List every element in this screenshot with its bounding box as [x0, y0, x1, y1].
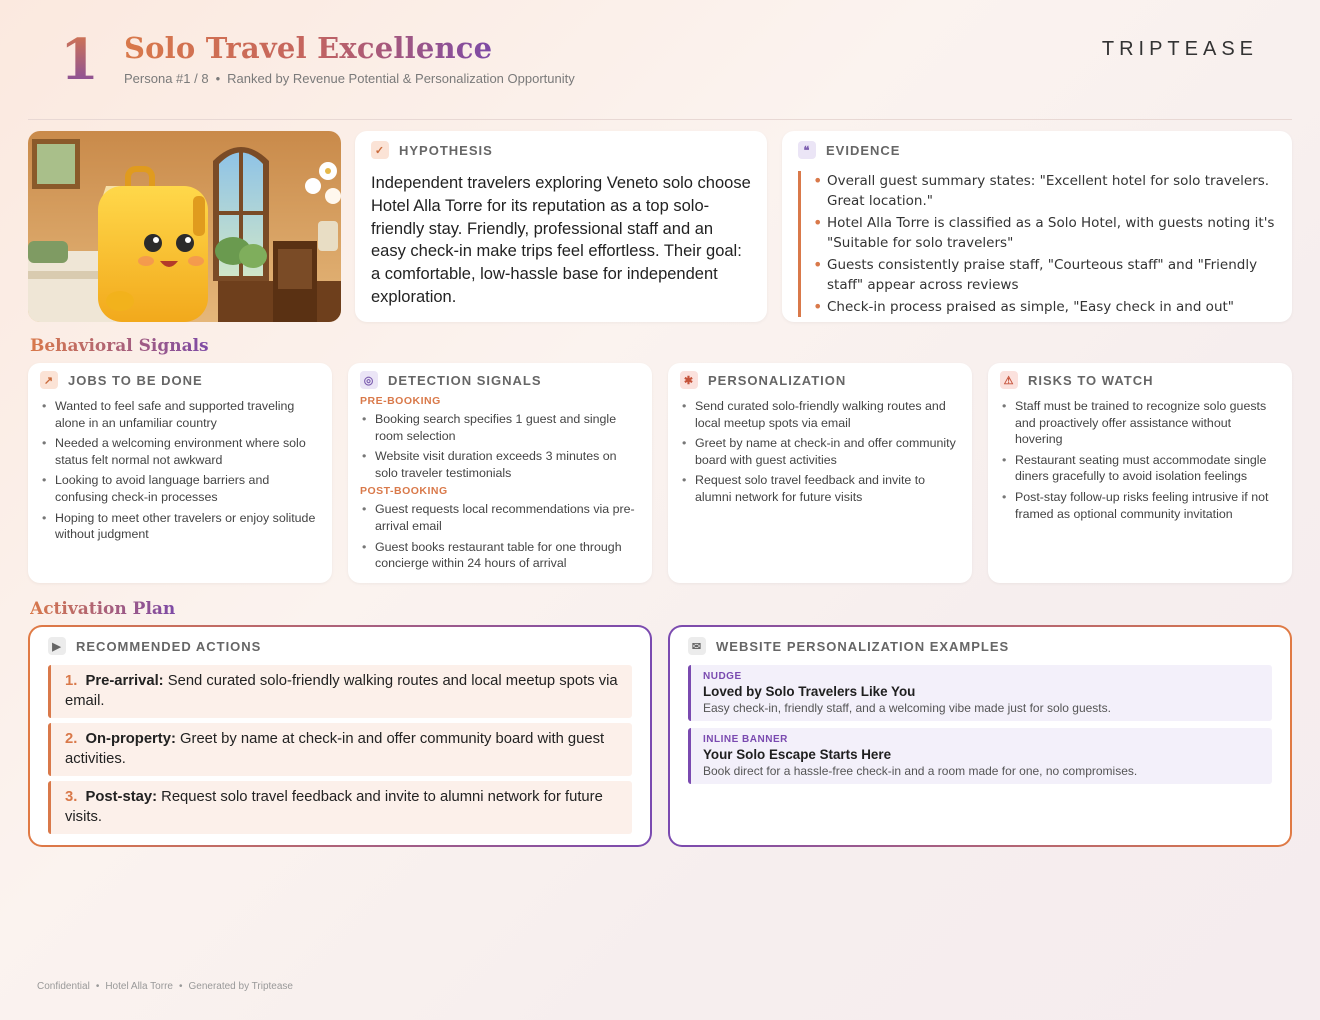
list-item: • Staff must be trained to recognize solo guests and proactively offer assistance without hovering	[1000, 398, 1280, 448]
page-title: Solo Travel Excellence	[124, 31, 493, 65]
action-text: Greet by name at check-in and offer community board with guest activities.	[65, 731, 605, 767]
list-item: • Website visit duration exceeds 3 minutes on solo traveler testimonials	[360, 448, 640, 481]
action-item	[48, 723, 632, 776]
jobs-header	[40, 371, 320, 389]
list-item: • Wanted to feel safe and supported traveling alone in an unfamiliar country	[40, 398, 320, 431]
examples-heading: WEBSITE PERSONALIZATION EXAMPLES	[716, 638, 1010, 654]
activation-plan-title: Activation Plan	[30, 599, 176, 619]
hypothesis-text: Independent travelers exploring Veneto solo choose Hotel Alla Torre for its reputation as a top solo-friendly stay. Friendly, professional staff and an easy check-in make trips feel effortless. Their goal: a comfortable, low-hassle base for independent exploration.	[371, 174, 751, 306]
hypothesis-header	[371, 141, 751, 159]
quote-icon: ❝	[798, 141, 816, 159]
warning-icon: ⚠	[1000, 371, 1018, 389]
action-number: 2.	[65, 731, 78, 747]
evidence-card	[782, 131, 1292, 322]
separator-dot: •	[215, 71, 221, 86]
play-icon: ▶	[48, 637, 66, 655]
hypothesis-card	[355, 131, 767, 322]
brand-logo: TRIPTEASE	[1101, 38, 1258, 60]
example-body: Book direct for a hassle-free check-in and a room made for one, no compromises.	[703, 764, 1138, 778]
separator-dot: •	[95, 981, 100, 992]
recommended-actions-panel	[28, 625, 652, 847]
header-divider	[28, 119, 1292, 120]
evidence-item: • Hotel Alla Torre is classified as a Solo Hotel, with guests noting it's "Suitable for solo travelers"	[811, 213, 1276, 253]
website-personalization-panel	[668, 625, 1292, 847]
jobs-heading: JOBS TO BE DONE	[68, 372, 203, 388]
action-text: Send curated solo-friendly walking routes and local meetup spots via email.	[65, 673, 618, 709]
envelope-icon: ✉	[688, 637, 706, 655]
example-inline-banner	[688, 728, 1272, 784]
personalization-card	[668, 363, 972, 583]
action-number: 3.	[65, 789, 78, 805]
actions-heading: RECOMMENDED ACTIONS	[76, 638, 262, 654]
pre-booking-label: PRE-BOOKING	[360, 395, 441, 407]
detection-heading: DETECTION SIGNALS	[388, 372, 542, 388]
list-item: • Guest books restaurant table for one through concierge within 24 hours of arrival	[360, 539, 640, 572]
list-item: • Post-stay follow-up risks feeling intrusive if not framed as optional community invitation	[1000, 489, 1280, 522]
personalization-header	[680, 371, 960, 389]
page-subtitle	[124, 71, 575, 86]
persona-label: Persona #1 / 8	[124, 71, 209, 86]
example-nudge	[688, 665, 1272, 721]
personalization-list	[680, 398, 960, 506]
post-booking-list	[360, 501, 640, 571]
example-headline: Loved by Solo Travelers Like You	[703, 684, 916, 699]
action-item	[48, 781, 632, 834]
evidence-item: • Check-in process praised as simple, "Easy check in and out"	[811, 297, 1276, 317]
pre-booking-list	[360, 411, 640, 481]
action-label: Pre-arrival:	[85, 673, 164, 689]
footer-hotel: Hotel Alla Torre	[105, 981, 173, 992]
actions-header	[48, 637, 632, 655]
evidence-header	[798, 141, 1276, 159]
risks-heading: RISKS TO WATCH	[1028, 372, 1154, 388]
example-tag: NUDGE	[703, 671, 742, 682]
arrow-up-right-icon: ↗	[40, 371, 58, 389]
action-label: Post-stay:	[85, 789, 158, 805]
risks-card	[988, 363, 1292, 583]
example-tag: INLINE BANNER	[703, 734, 788, 745]
page-footer	[37, 981, 293, 992]
suitcase-mascot-illustration	[28, 131, 341, 322]
risks-header	[1000, 371, 1280, 389]
list-item: • Looking to avoid language barriers and confusing check-in processes	[40, 472, 320, 505]
evidence-item: • Overall guest summary states: "Excellent hotel for solo travelers. Great location."	[811, 171, 1276, 211]
evidence-list	[798, 171, 1276, 317]
asterisk-icon: ✱	[680, 371, 698, 389]
jobs-card	[28, 363, 332, 583]
evidence-heading: EVIDENCE	[826, 142, 901, 158]
list-item: • Greet by name at check-in and offer community board with guest activities	[680, 435, 960, 468]
rank-number: 1	[60, 27, 99, 93]
detection-header	[360, 371, 640, 389]
example-body: Easy check-in, friendly staff, and a welcoming vibe made just for solo guests.	[703, 701, 1111, 715]
list-item: • Needed a welcoming environment where solo status felt normal not awkward	[40, 435, 320, 468]
footer-confidential: Confidential	[37, 981, 90, 992]
list-item: • Restaurant seating must accommodate single diners gracefully to avoid isolation feelings	[1000, 452, 1280, 485]
action-label: On-property:	[85, 731, 176, 747]
risks-list	[1000, 398, 1280, 522]
detection-card	[348, 363, 652, 583]
check-icon: ✓	[371, 141, 389, 159]
list-item: • Booking search specifies 1 guest and single room selection	[360, 411, 640, 444]
action-text: Request solo travel feedback and invite to alumni network for future visits.	[65, 789, 603, 825]
ranking-label: Ranked by Revenue Potential & Personalization Opportunity	[227, 71, 575, 86]
behavioral-signals-title: Behavioral Signals	[30, 336, 209, 356]
jobs-list	[40, 398, 320, 543]
footer-generated: Generated by Triptease	[188, 981, 293, 992]
hypothesis-heading: HYPOTHESIS	[399, 142, 493, 158]
evidence-item: • Guests consistently praise staff, "Courteous staff" and "Friendly staff" appear across reviews	[811, 255, 1276, 295]
action-item	[48, 665, 632, 718]
example-headline: Your Solo Escape Starts Here	[703, 747, 892, 762]
action-number: 1.	[65, 673, 78, 689]
post-booking-label: POST-BOOKING	[360, 485, 448, 498]
list-item: • Hoping to meet other travelers or enjoy solitude without judgment	[40, 510, 320, 543]
hero-illustration	[28, 131, 341, 322]
personalization-heading: PERSONALIZATION	[708, 372, 847, 388]
separator-dot: •	[178, 981, 183, 992]
examples-header	[688, 637, 1272, 655]
list-item: • Send curated solo-friendly walking routes and local meetup spots via email	[680, 398, 960, 431]
list-item: • Guest requests local recommendations via pre-arrival email	[360, 501, 640, 534]
list-item: • Request solo travel feedback and invite to alumni network for future visits	[680, 472, 960, 505]
target-icon: ◎	[360, 371, 378, 389]
